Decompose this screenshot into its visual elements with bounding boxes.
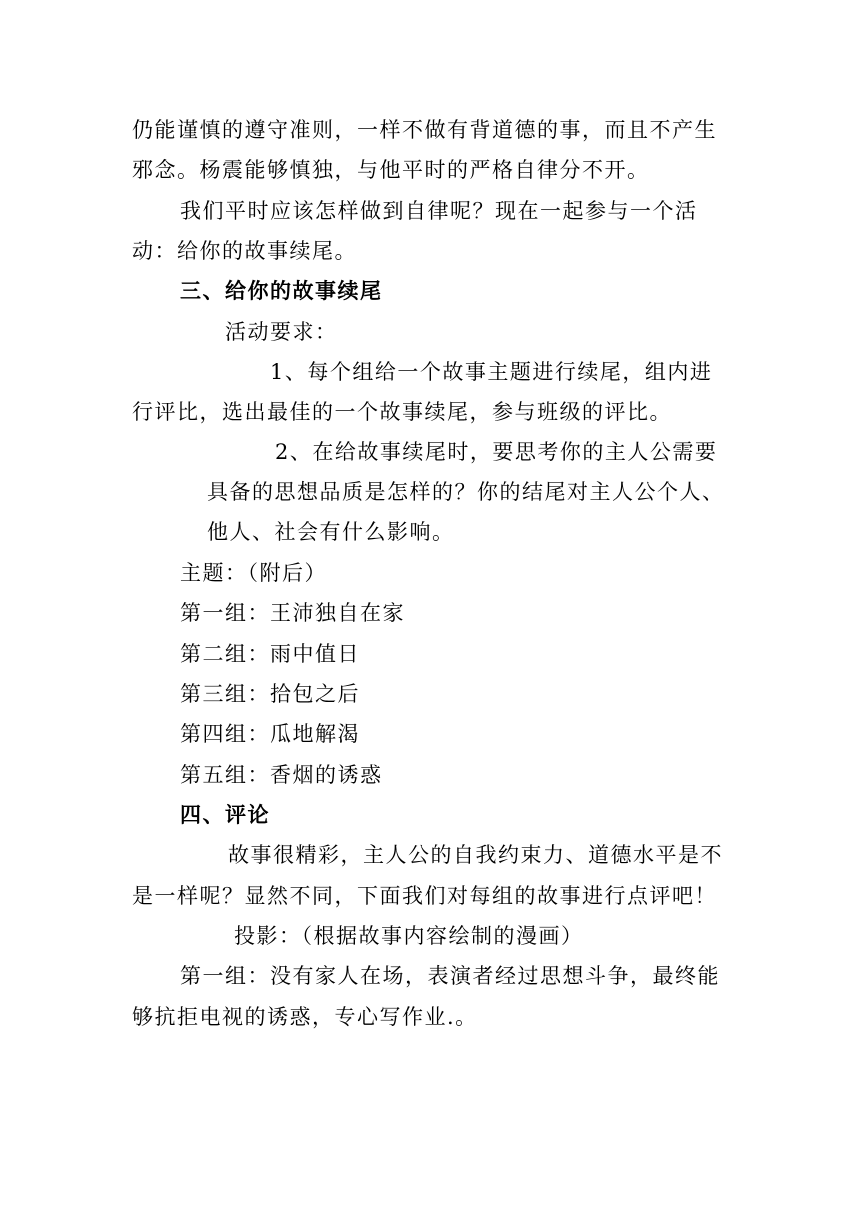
paragraph-line: 够抗拒电视的诱惑，专心写作业.。 bbox=[132, 1005, 478, 1029]
paragraph-line: 故事很精彩，主人公的自我约束力、道德水平是不 bbox=[228, 843, 723, 867]
paragraph-line: 仍能谨慎的遵守准则，一样不做有背道德的事，而且不产生 bbox=[132, 118, 717, 142]
list-item-line: 2、在给故事续尾时，要思考你的主人公需要 bbox=[275, 440, 718, 464]
paragraph-line: 主题：（附后） bbox=[180, 561, 327, 585]
list-item-line: 行评比，选出最佳的一个故事续尾，参与班级的评比。 bbox=[132, 400, 672, 424]
group-topic-line: 第五组：香烟的诱惑 bbox=[180, 763, 383, 787]
list-item-line: 具备的思想品质是怎样的？你的结尾对主人公个人、 bbox=[207, 480, 725, 504]
group-topic-line: 第一组：王沛独自在家 bbox=[180, 601, 405, 625]
paragraph-line: 是一样呢？显然不同，下面我们对每组的故事进行点评吧！ bbox=[132, 884, 717, 908]
paragraph-line: 动：给你的故事续尾。 bbox=[132, 239, 357, 263]
list-item-line: 1、每个组给一个故事主题进行续尾，组内进 bbox=[270, 360, 713, 384]
paragraph-line: 第一组：没有家人在场，表演者经过思想斗争，最终能 bbox=[180, 964, 720, 988]
paragraph-line: 我们平时应该怎样做到自律呢？现在一起参与一个活 bbox=[180, 199, 698, 223]
group-topic-line: 第四组：瓜地解渴 bbox=[180, 722, 360, 746]
paragraph-line: 活动要求： bbox=[225, 320, 338, 344]
group-topic-line: 第三组：拾包之后 bbox=[180, 682, 360, 706]
group-topic-line: 第二组：雨中值日 bbox=[180, 642, 360, 666]
paragraph-line: 投影：（根据故事内容绘制的漫画） bbox=[234, 924, 584, 948]
section-heading: 三、给你的故事续尾 bbox=[180, 278, 383, 303]
paragraph-line: 邪念。杨震能够慎独，与他平时的严格自律分不开。 bbox=[132, 158, 650, 182]
list-item-line: 他人、社会有什么影响。 bbox=[207, 520, 455, 544]
section-heading: 四、评论 bbox=[180, 802, 270, 827]
